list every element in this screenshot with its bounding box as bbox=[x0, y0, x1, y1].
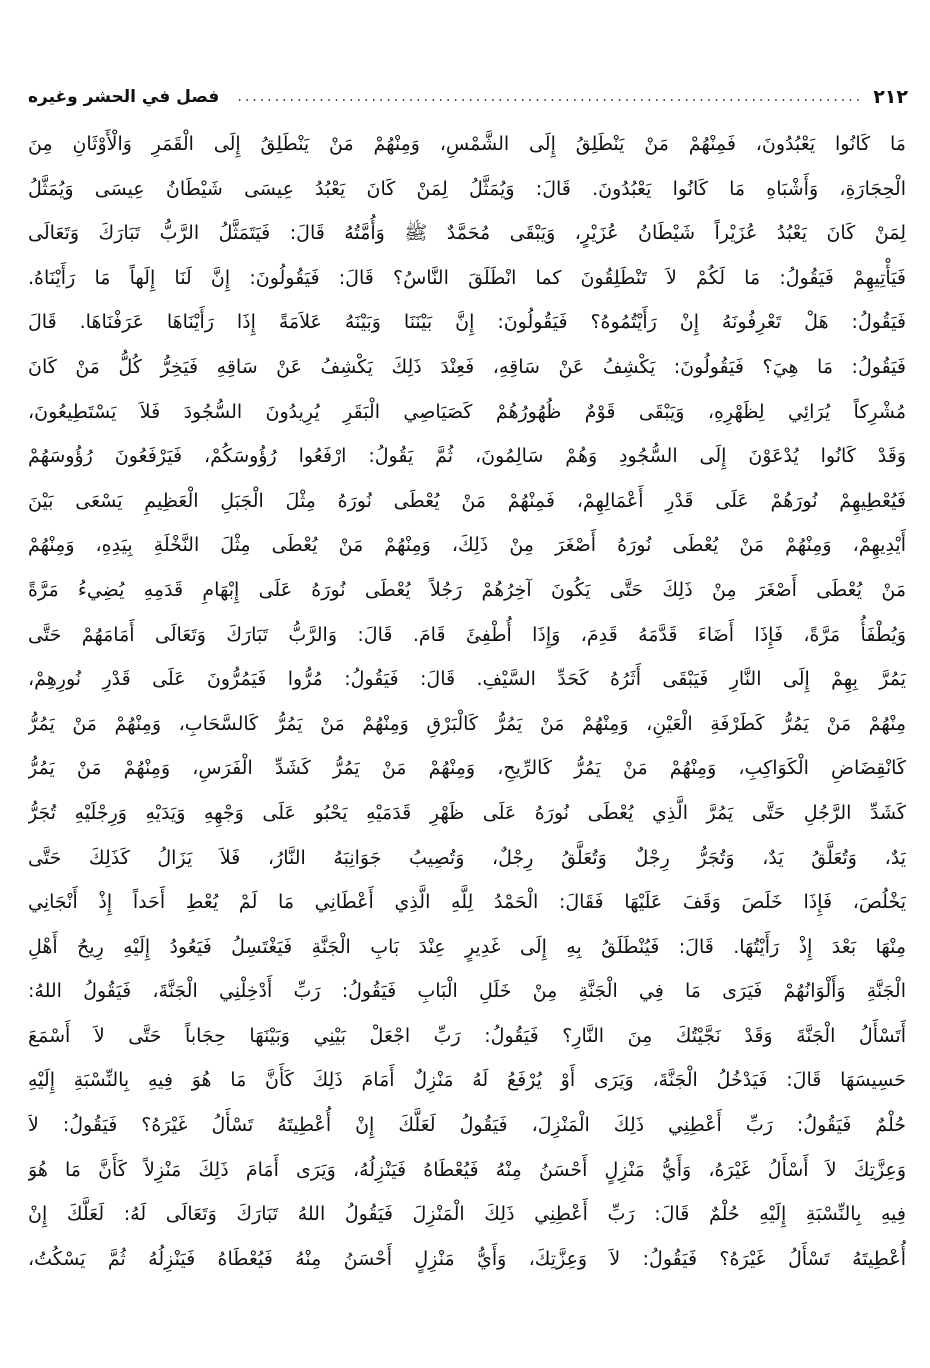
text-line: وَيُطْفَأُ مَرَّةً، فَإِذَا أَضَاءَ قَدَّمَهُ قَدِمَ، وَإِذَا أُطْفِئَ قَامَ. قَالَ: وَالرَّبُّ تَبَارَكَ وَتَعَالَى أَمَامَهُمْ حَتَّى bbox=[28, 623, 906, 646]
text-line: مُشْرِكاً يُرَائِي لِظَهْرِهِ، وَيَبْقَى قَوْمٌ ظُهُورُهُمْ كَصَيَاصِي الْبَقَرِ يُرِيدُونَ السُّجُودَ فَلاَ يَسْتَطِيعُونَ، bbox=[28, 400, 906, 423]
text-line: فَيَقُولُ: هَلْ تَعْرِفُونَهُ إِنْ رَأَيْتُمُوهُ؟ فَيَقُولُونَ: إِنَّ بَيْنَنَا وَبَيْنَهُ عَلاَمَةً إِذَا رَأَيْنَاهَا عَرَفْنَاهَا. قَالَ bbox=[28, 311, 906, 334]
page-number: ٢١٢ bbox=[873, 86, 908, 108]
text-line: وَعِزَّتِكَ لاَ أَسْأَلُ غَيْرَهُ، وَأَيُّ مَنْزِلٍ أَحْسَنُ مِنْهُ فَيُعْطَاهُ فَيَنْزِلُهُ، وَيَرَى أَمَامَ ذَلِكَ مَنْزِلاً كَأَنَّ مَا هُوَ bbox=[28, 1158, 906, 1181]
text-line: أَتَسْأَلُ الْجَنَّةَ وَقَدْ نَجَّيْتُكَ مِنَ النَّارِ؟ فَيَقُولُ: رَبِّ اجْعَلْ بَيْنِي وَبَيْنَهَا حِجَاباً حَتَّى لاَ أَسْمَعَ bbox=[28, 1024, 906, 1047]
header-leader-dots: .................................................................................... bbox=[237, 89, 864, 105]
running-header bbox=[28, 80, 908, 114]
text-line: حَسِيسَهَا قَالَ: فَيَدْخُلُ الْجَنَّةَ، وَيَرَى أَوْ يُرْفَعُ لَهُ مَنْزِلٌ أَمَامَ ذَلِكَ كَأَنَّ مَا هُوَ فِيهِ بِالنِّسْبَةِ إِلَيْهِ bbox=[28, 1069, 906, 1092]
text-line: وَقَدْ كَانُوا يُدْعَوْنَ إِلَى السُّجُودِ وَهُمْ سَالِمُونَ، ثُمَّ يَقُولُ: ارْفَعُوا رُؤُوسَكُمْ، فَيَرْفَعُونَ رُؤُوسَهُمْ bbox=[28, 445, 906, 468]
text-line: الْجَنَّةِ وَأَلْوَانُهُمْ فَيَرَى مَا فِي الْجَنَّةِ مِنْ خَلَلِ الْبَابِ فَيَقُولُ: رَبِّ أَدْخِلْنِي الْجَنَّةَ، فَيَقُولُ اللهُ: bbox=[28, 980, 906, 1003]
text-line: فَيُعْطِيهِمْ نُورَهُمْ عَلَى قَدْرِ أَعْمَالِهِمْ، فَمِنْهُمْ مَنْ يُعْطَى نُورَهُ مِثْلَ الْجَبَلِ الْعَظِيمِ يَسْعَى بَيْنَ bbox=[28, 489, 906, 512]
text-line: أَيْدِيهِمْ، وَمِنْهُمْ مَنْ يُعْطَى نُورَهُ أَصْغَرَ مِنْ ذَلِكَ، وَمِنْهُمْ مَنْ يُعْطَى مِثْلَ النَّخْلَةِ بِيَدِهِ، وَمِنْهُمْ bbox=[28, 534, 906, 557]
text-line: مَا كَانُوا يَعْبُدُونَ، فَمِنْهُمْ مَنْ يَنْطَلِقُ إِلَى الشَّمْسِ، وَمِنْهُمْ مَنْ يَنْطَلِقُ إِلَى الْقَمَرِ وَالْأَوْثَانِ مِنَ bbox=[28, 133, 906, 155]
text-line: كَانْقِضَاضِ الْكَوَاكِبِ، وَمِنْهُمْ مَنْ يَمُرُّ كَالرِّيحِ، وَمِنْهُمْ مَنْ يَمُرُّ كَشَدِّ الْفَرَسِ، وَمِنْهُمْ مَنْ يَمُرُّ bbox=[28, 757, 906, 780]
text-line: مِنْهَا بَعْدَ إِذْ رَأَيْتُهَا. قَالَ: فَيُنْطَلَقُ بِهِ إِلَى غَدِيرٍ عِنْدَ بَابِ الْجَنَّةِ فَيَغْتَسِلُ فَيَعُودُ إِلَيْهِ رِيحُ أَهْلِ bbox=[28, 935, 906, 958]
text-line: مَنْ يُعْطَى أَصْغَرَ مِنْ ذَلِكَ حَتَّى يَكُونَ آخِرُهُمْ رَجُلاً يُعْطَى نُورَهُ عَلَى إِبْهَامِ قَدَمِهِ يُضِيءُ مَرَّةً bbox=[28, 578, 906, 601]
text-line: لِمَنْ كَانَ يَعْبُدُ عُزَيْراً شَيْطَانُ عُزَيْرٍ، وَيَبْقَى مُحَمَّدٌ ﷺ وَأُمَّتُهُ قَالَ: فَيَتَمَثَّلُ الرَّبُّ تَبَارَكَ وَتَعَالَى bbox=[28, 222, 906, 245]
text-line: فَيَأْتِيهِمْ فَيَقُولُ: مَا لَكُمْ لاَ تَنْطَلِقُونَ كما انْطَلَقَ النَّاسُ؟ قَالَ: فَيَقُولُونَ: إِنَّ لَنَا إِلَهاً مَا رَأَيْنَاهُ. bbox=[28, 266, 906, 289]
text-line: أُعْطِيتَهُ تَسْأَلُ غَيْرَهُ؟ فَيَقُولُ: لاَ وَعِزَّتِكَ، وَأَيُّ مَنْزِلٍ أَحْسَنُ مِنْهُ فَيُعْطَاهُ فَيَنْزِلُهُ ثُمَّ يَسْكُتُ، bbox=[28, 1247, 906, 1270]
text-line: يَمُرَّ بِهِمْ إِلَى النَّارِ فَيَبْقَى أَثَرُهُ كَحَدِّ السَّيْفِ. قَالَ: فَيَقُولُ: مُرُّوا فَيَمُرُّونَ عَلَى قَدْرِ نُورِهِمْ، bbox=[28, 668, 906, 691]
chapter-title: فصل في الحشر وغيره bbox=[28, 87, 220, 107]
body-text bbox=[28, 122, 906, 1281]
text-line: كَشَدِّ الرَّجُلِ حَتَّى يَمُرَّ الَّذِي يُعْطَى نُورَهُ عَلَى ظَهْرِ قَدَمَيْهِ يَحْبُو عَلَى وَجْهِهِ وَيَدَيْهِ وَرِجْلَيْهِ تُجَرُّ bbox=[28, 801, 906, 824]
text-line: يَخْلُصَ، فَإِذَا خَلَصَ وَقَفَ عَلَيْهَا فَقَالَ: الْحَمْدُ لِلَّهِ الَّذِي أَعْطَانِي مَا لَمْ يُعْطِ أَحَداً إِذْ أَنْجَانِي bbox=[28, 891, 906, 914]
text-line: فِيهِ بِالنِّسْبَةِ إِلَيْهِ حُلْمٌ قَالَ: رَبِّ أَعْطِنِي ذَلِكَ الْمَنْزِلَ فَيَقُولُ اللهُ تَبَارَكَ وَتَعَالَى لَهُ: لَعَلَّكَ إِنْ bbox=[28, 1203, 906, 1226]
text-line: فَيَقُولُ: مَا هِيَ؟ فَيَقُولُونَ: يَكْشِفُ عَنْ سَاقِهِ، فَعِنْدَ ذَلِكَ يَكْشِفُ عَنْ سَاقِهِ فَيَخِرُّ كُلُّ مَنْ كَانَ bbox=[28, 355, 906, 378]
text-line: مِنْهُمْ مَنْ يَمُرُّ كَطَرْفَةِ الْعَيْنِ، وَمِنْهُمْ مَنْ يَمُرُّ كَالْبَرْقِ وَمِنْهُمْ مَنْ يَمُرُّ كَالسَّحَابِ، وَمِنْهُمْ مَنْ يَمُرُّ bbox=[28, 712, 906, 735]
text-line: الْحِجَارَةِ، وَأَشْبَاهِ مَا كَانُوا يَعْبُدُونَ. قَالَ: وَيُمَثَّلُ لِمَنْ كَانَ يَعْبُدُ عِيسَى شَيْطَانُ عِيسَى وَيُمَثَّلُ bbox=[28, 177, 906, 200]
text-line: يَدٌ، وَتُعَلَّقُ يَدٌ، وَتُجَرُّ رِجْلٌ وَتُعَلَّقُ رِجْلٌ، وَتُصِيبُ جَوَانِبَهُ النَّارُ، فَلاَ يَزَالُ كَذَلِكَ حَتَّى bbox=[28, 846, 906, 869]
text-line: حُلْمٌ فَيَقُولُ: رَبِّ أَعْطِنِي ذَلِكَ الْمَنْزِلَ، فَيَقُولُ لَعَلَّكَ إِنْ أُعْطِيتَهُ تَسْأَلُ غَيْرَهُ؟ فَيَقُولُ: لاَ bbox=[28, 1114, 906, 1137]
